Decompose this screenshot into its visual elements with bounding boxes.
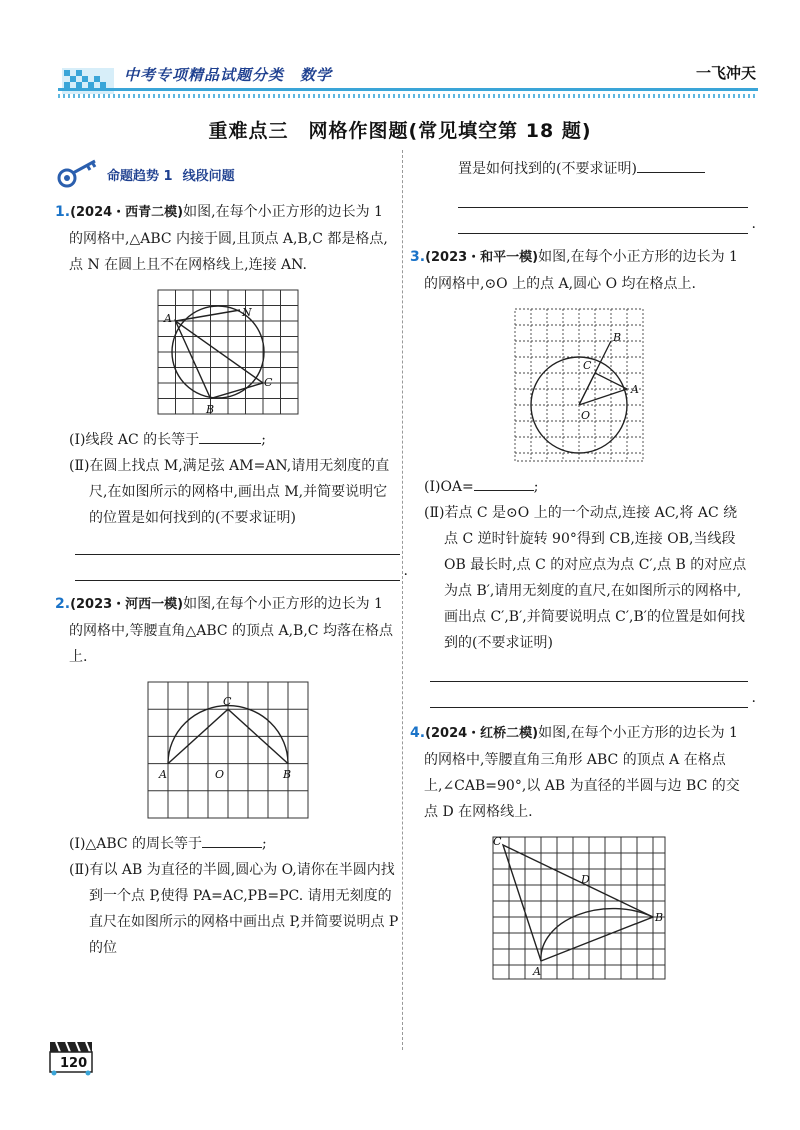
page-number: 120	[60, 1056, 88, 1071]
fig2-label-a: A	[158, 768, 167, 781]
part-end: ;	[533, 479, 539, 495]
column-divider	[402, 150, 403, 1050]
fig4-label-b: B	[655, 911, 664, 924]
fig4-label-d: D	[581, 873, 590, 886]
key-icon	[55, 156, 103, 190]
header-dots	[58, 94, 758, 98]
fig3-label-c: C	[583, 359, 592, 372]
figure-4	[489, 833, 669, 983]
fig1-label-a: A	[163, 312, 172, 325]
part-text: (Ⅰ)OA=	[424, 479, 474, 495]
trend-heading	[55, 155, 400, 191]
trend-topic: 线段问题	[182, 169, 235, 184]
answer-line[interactable]	[458, 182, 748, 208]
figure-2	[143, 678, 313, 822]
problem-number: 1.	[55, 204, 71, 220]
continued-text: 置是如何找到的(不要求证明)	[458, 161, 637, 177]
fig4-label-c: C	[493, 835, 502, 848]
problem-2-part-2	[55, 857, 400, 961]
problem-3-part-2	[410, 500, 748, 656]
problem-stem: 如图,在每个小正方形的边长为 1 的网格中,等腰直角三角形 ABC 的顶点 A 在格点上,∠CAB=90°,以 AB 为直径的半圆与边 BC 的交点 D 在网格线上.	[424, 725, 740, 820]
left-column	[55, 155, 400, 961]
part-text: (Ⅱ)在圆上找点 M,满足弦 AM=AN,请用无刻度的直尺,在如图所示的网格中,画出点 M,并简要说明它的位置是如何找到的(不要求证明)	[69, 458, 390, 526]
fig1-segment-an	[175, 310, 240, 321]
header-brand: 一飞冲天	[695, 64, 756, 82]
fig1-label-n: N	[241, 306, 252, 319]
problem-4	[410, 720, 748, 825]
part-text: (Ⅰ)线段 AC 的长等于	[69, 432, 200, 448]
header-title: 中考专项精品试题分类 数学	[124, 66, 333, 84]
problem-1-part-2	[55, 453, 400, 531]
fig4-semicircle	[541, 909, 653, 961]
problem-source: (2024・红桥二模)	[425, 726, 539, 741]
fig3-label-o: O	[581, 409, 591, 422]
answer-blank[interactable]	[202, 830, 262, 848]
trend-number: 命题趋势 1	[107, 169, 173, 184]
problem-number: 4.	[410, 725, 426, 741]
problem-number: 2.	[55, 596, 71, 612]
answer-blank[interactable]	[474, 473, 534, 491]
header-rule	[58, 88, 758, 91]
trend-label	[107, 164, 245, 190]
answer-line[interactable]	[430, 682, 748, 708]
answer-blank[interactable]	[199, 426, 261, 444]
answer-line[interactable]	[458, 208, 748, 234]
answer-blank[interactable]	[637, 155, 705, 173]
answer-line[interactable]	[75, 529, 400, 555]
right-column	[410, 155, 748, 991]
section-title: 重难点三 网格作图题(常见填空第 18 题)	[208, 120, 592, 142]
problem-source: (2023・河西一模)	[70, 597, 184, 612]
fig4-label-a: A	[533, 965, 541, 978]
problem-1-part-1	[55, 426, 400, 453]
answer-line[interactable]	[430, 656, 748, 682]
problem-stem: 如图,在每个小正方形的边长为 1 的网格中,⊙O 上的点 A,圆心 O 均在格点上.	[424, 249, 738, 292]
problem-3	[410, 244, 748, 297]
figure-1	[152, 286, 304, 418]
fig3-label-b: B	[613, 331, 622, 344]
fig1-label-b: B	[205, 403, 214, 416]
part-text: (Ⅱ)若点 C 是⊙O 上的一个动点,连接 AC,将 AC 绕点 C 逆时针旋转 90°得到 CB,连接 OB,当线段 OB 最长时,点 C 的对应点为点 C′,点 B 的对应点为点 B′,请用无刻度的直尺,在如图所示的网格中,画出点 C′,B′,并简要说明点 C′,B′的位置是如何找到的(不要求证明)	[424, 505, 747, 651]
problem-2-continued	[410, 155, 748, 182]
part-text: (Ⅰ)△ABC 的周长等于	[69, 836, 203, 852]
fig3-label-a: A	[631, 383, 639, 396]
answer-line[interactable]	[75, 555, 400, 581]
fig2-label-b: B	[282, 768, 291, 781]
fig2-label-o: O	[214, 768, 224, 781]
problem-stem: 如图,在每个小正方形的边长为 1 的网格中,△ABC 内接于圆,且顶点 A,B,C 都是格点,点 N 在圆上且不在网格线上,连接 AN.	[69, 204, 388, 273]
part-end: ;	[261, 432, 266, 448]
part-text: (Ⅱ)有以 AB 为直径的半圆,圆心为 O,请你在半圆内找到一个点 P,使得 PA=AC,PB=PC. 请用无刻度的直尺在如图所示的网格中画出点 P,并简要说明点 P 的位	[69, 862, 399, 956]
part-end: ;	[262, 836, 267, 852]
page-header	[40, 58, 760, 98]
problem-stem: 如图,在每个小正方形的边长为 1 的网格中,等腰直角△ABC 的顶点 A,B,C 均落在格点上.	[69, 596, 393, 665]
problem-source: (2024・西青二模)	[70, 205, 184, 220]
problem-2	[55, 591, 400, 670]
fig1-label-c: C	[263, 376, 272, 389]
figure-3	[511, 305, 647, 465]
problem-number: 3.	[410, 249, 426, 265]
fig2-label-c: C	[222, 695, 231, 708]
problem-3-part-1	[410, 473, 748, 500]
problem-1	[55, 199, 400, 278]
problem-2-part-1	[55, 830, 400, 857]
problem-source: (2023・和平一模)	[425, 250, 539, 265]
